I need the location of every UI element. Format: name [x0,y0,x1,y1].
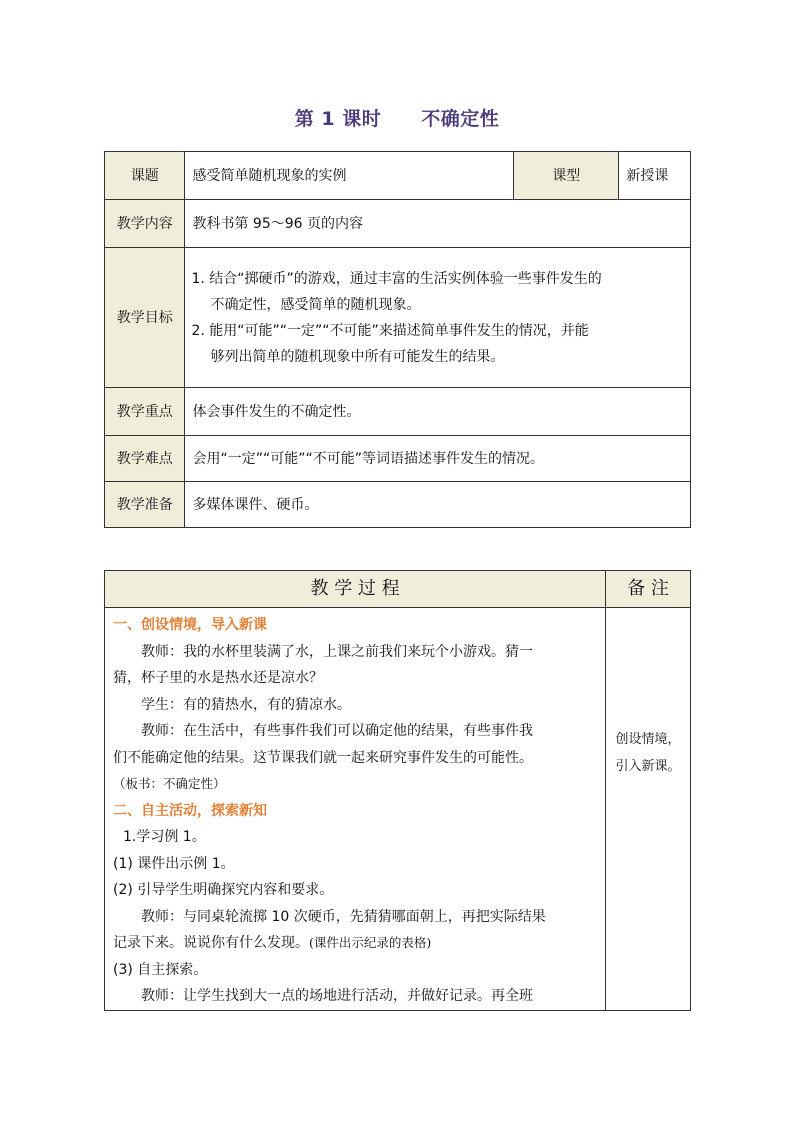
content-value: 教科书第 95～96 页的内容 [185,200,691,248]
goal-2-line-1: 2. 能用“可能”“一定”“不可能”来描述简单事件发生的情况，并能 [191,322,589,339]
process-line: (3) 自主探索。 [113,961,208,978]
note-line-1: 创设情境， [615,732,681,747]
process-header: 教 学 过 程 [105,571,606,608]
key-label: 教学重点 [105,388,185,436]
process-line: 猜，杯子里的水是热水还是凉水？ [113,670,323,686]
difficulty-row [105,436,691,482]
process-line: 教师：在生活中，有些事件我们可以确定他的结果，有些事件我 [141,723,533,739]
lesson-info-table [104,151,691,528]
courseware-note: (课件出示纪录的表格) [309,935,432,950]
process-line: 教师：与同桌轮流掷 10 次硬币，先猜猜哪面朝上，再把实际结果 [141,908,546,925]
goal-1-line-1: 1. 结合“掷硬币”的游戏，通过丰富的生活实例体验一些事件发生的 [191,270,602,287]
lesson-number: 第 1 课时 [294,108,382,130]
goal-value [185,248,691,388]
topic-label: 课题 [105,152,185,200]
process-line: 们不能确定他的结果。这节课我们就一起来研究事件发生的可能性。 [113,749,533,766]
topic-value: 感受简单随机现象的实例 [185,152,514,200]
notes-header: 备 注 [606,571,691,608]
goal-1-line-2: 不确定性，感受简单的随机现象。 [210,296,421,313]
process-line: (2) 引导学生明确探究内容和要求。 [113,882,334,898]
process-body [105,608,606,1011]
section-1-heading: 一、创设情境，导入新课 [113,617,267,633]
goal-2-line-2: 够列出简单的随机现象中所有可能发生的结果。 [210,348,505,365]
key-value: 体会事件发生的不确定性。 [185,388,691,436]
process-line: 学生：有的猜热水，有的猜凉水。 [141,696,351,713]
difficulty-value: 会用“一定”“可能”“不可能”等词语描述事件发生的情况。 [185,436,691,482]
process-body-row [105,608,691,1011]
content-row [105,200,691,248]
content-label: 教学内容 [105,200,185,248]
process-line-text: 记录下来。说说你有什么发现。 [113,935,309,951]
topic-row [105,152,691,200]
teaching-process-table [104,570,691,1011]
note-line-2: 引入新课。 [615,759,681,774]
process-line: 教师：我的水杯里装满了水，上课之前我们来玩个小游戏。猜一 [141,643,533,660]
process-header-row [105,571,691,608]
prep-row [105,482,691,528]
page-title [0,104,794,131]
difficulty-label: 教学难点 [105,436,185,482]
prep-value: 多媒体课件、硬币。 [185,482,691,528]
process-line [113,930,599,957]
type-value: 新授课 [619,152,691,200]
goal-row [105,248,691,388]
section-2-heading: 二、自主活动，探索新知 [113,802,267,819]
notes-cell [606,608,691,1011]
blackboard-note: （板书：不确定性） [113,776,226,791]
goal-label: 教学目标 [105,248,185,388]
process-line: 教师：让学生找到大一点的场地进行活动，并做好记录。再全班 [141,988,533,1004]
process-line: 1.学习例 1。 [123,829,206,845]
prep-label: 教学准备 [105,482,185,528]
type-label: 课型 [514,152,619,200]
process-line: (1) 课件出示例 1。 [113,855,235,872]
key-row [105,388,691,436]
lesson-topic: 不确定性 [421,108,500,130]
